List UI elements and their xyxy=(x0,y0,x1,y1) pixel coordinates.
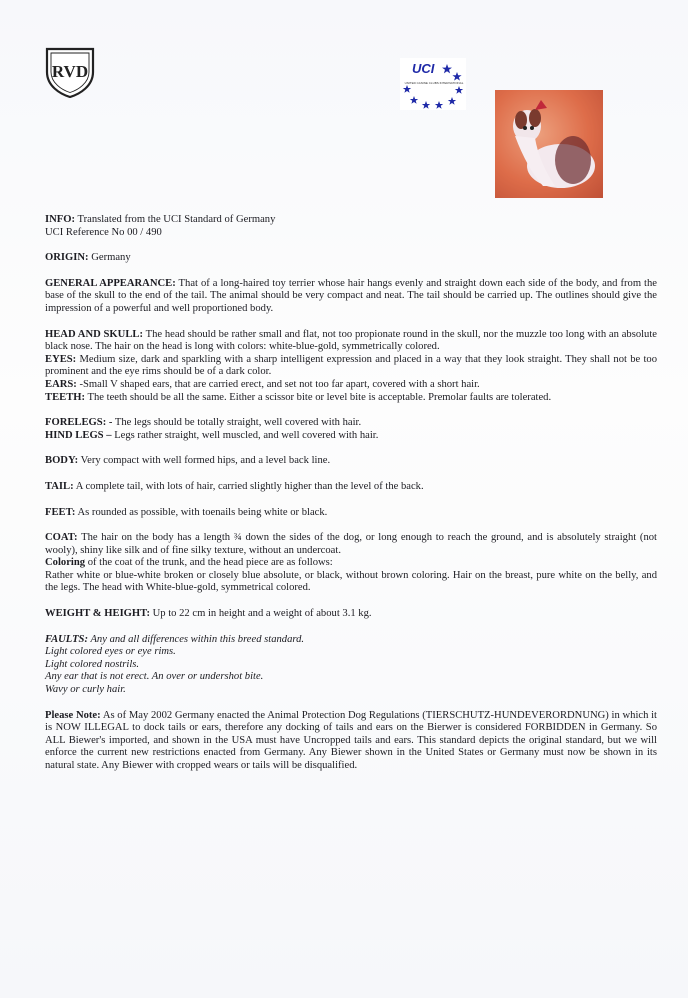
faults-section xyxy=(45,634,657,697)
fault-item: Any ear that is not erect. An over or undershot bite. xyxy=(45,671,264,683)
ears-text: -Small V shaped ears, that are carried erect, and set not too far apart, covered with a short hair. xyxy=(79,378,480,390)
general-appearance-section xyxy=(45,278,657,316)
eyes-label: EYES: xyxy=(45,353,77,365)
tail-text: A complete tail, with lots of hair, carried slightly higher than the level of the back. xyxy=(75,480,424,492)
eyes-text: Medium size, dark and sparkling with a sharp intelligent expression and placed in a way that they look straight. They shall not be too prominent and the eye rims should be of a dark color. xyxy=(45,353,657,378)
feet-text: As rounded as possible, with toenails being white or black. xyxy=(77,506,328,518)
please-note-label: Please Note: xyxy=(45,709,101,721)
fault-item: Light colored nostrils. xyxy=(45,658,140,670)
faults-label: FAULTS: xyxy=(45,633,88,645)
feet-label: FEET: xyxy=(45,506,76,518)
eyes-section xyxy=(45,354,657,379)
info-label: INFO: xyxy=(45,214,76,225)
tail-label: TAIL: xyxy=(45,480,74,492)
uci-logo-text: UCI xyxy=(412,61,435,76)
fault-item: Wavy or curly hair. xyxy=(45,684,126,696)
weight-height-text: Up to 22 cm in height and a weight of about 3.1 kg. xyxy=(152,608,372,620)
dog-icon xyxy=(495,90,603,198)
body-label: BODY: xyxy=(45,455,79,467)
origin-section xyxy=(45,252,657,265)
coat-label: COAT: xyxy=(45,532,78,544)
general-appearance-text: That of a long-haired toy terrier whose hair hangs evenly and straight down each side of the body, and from the base of the skull to the end of the tail. The animal should be very compact and neat. The tail should be carried up. The outlines should give the impression of a powerful and well proportioned body. xyxy=(45,277,658,314)
tail-section xyxy=(45,481,657,494)
dog-photo xyxy=(495,90,603,198)
head-skull-section xyxy=(45,329,657,354)
rvd-logo xyxy=(44,46,96,98)
coloring-detail: Rather white or blue-white broken or closely blue absolute, or black, without brown coloring. Hair on the breast, pure white on the belly, and the legs. The head with White-blue-gold, symmetrical colored. xyxy=(45,569,657,594)
teeth-section xyxy=(45,392,657,405)
hindlegs-text: Legs rather straight, well muscled, and well covered with hair. xyxy=(114,429,379,441)
head-skull-text: The head should be rather small and flat, not too propionate round in the skull, nor the muzzle too long with an absolute black nose. The hair on the head is long with colors: white-blue-gold, symmetrically colored. xyxy=(45,328,658,353)
weight-height-label: WEIGHT & HEIGHT: xyxy=(45,608,150,620)
uci-reference: UCI Reference No 00 / 490 xyxy=(45,226,162,238)
weight-height-section xyxy=(45,608,657,621)
faults-text: Any and all differences within this breed standard. xyxy=(90,633,305,645)
coat-text: The hair on the body has a length ¾ down the sides of the dog, or long enough to reach the ground, and is absolutely straight (not wooly), shiny like silk and of fine silky texture, without an undercoat. xyxy=(45,532,657,556)
ears-label: EARS: xyxy=(45,378,77,390)
body-text: Very compact with well formed hips, and a level back line. xyxy=(80,455,331,467)
general-appearance-label: GENERAL APPEARANCE: xyxy=(45,277,176,289)
ears-section xyxy=(45,379,657,392)
teeth-label: TEETH: xyxy=(45,391,86,403)
head-skull-label: HEAD AND SKULL: xyxy=(45,328,143,340)
standard-content xyxy=(45,214,657,786)
feet-section xyxy=(45,507,657,520)
coat-section xyxy=(45,532,657,595)
hindlegs-label: HIND LEGS – xyxy=(45,429,112,441)
forelegs-section xyxy=(45,417,657,430)
please-note-section xyxy=(45,710,657,773)
forelegs-label: FORELEGS: - xyxy=(45,417,113,429)
please-note-text: As of May 2002 Germany enacted the Animal Protection Dog Regulations (TIERSCHUTZ-HUNDEVERORDNUNG) in which it is NOW ILLEGAL to dock tails or ears, therefore any docking of tails and ears on the Bierwer is considered FORBIDDEN in Germany. So ALL Biewer's imported, and shown in the USA must have Uncropped tails and ears. This standard depicts the original standard, but we will enforce the current new restrictions enacted from Germany. Any Biewer shown in the United States or Germany must now be shown in its natural state. Any Biewer with cropped wears or tails will be disqualified. xyxy=(45,709,657,771)
teeth-text: The teeth should be all the same. Either a scissor bite or level bite is acceptable. Premolar faults are tolerated. xyxy=(87,391,552,403)
uci-logo-subtext: UNITED CANINE CLUBS INTERNATIONAL xyxy=(404,81,464,85)
info-section xyxy=(45,214,657,239)
coloring-label: Coloring xyxy=(45,557,86,569)
rvd-logo-text: RVD xyxy=(51,62,89,81)
origin-text: Germany xyxy=(91,252,131,264)
forelegs-text: The legs should be totally straight, well covered with hair. xyxy=(114,417,362,429)
info-text: Translated from the UCI Standard of Germany xyxy=(77,214,276,225)
origin-label: ORIGIN: xyxy=(45,252,89,264)
uci-logo xyxy=(400,58,466,110)
coloring-text: of the coat of the trunk, and the head piece are as follows: xyxy=(87,557,333,569)
fault-item: Light colored eyes or eye rims. xyxy=(45,646,176,658)
hindlegs-section xyxy=(45,430,657,443)
body-section xyxy=(45,455,657,468)
